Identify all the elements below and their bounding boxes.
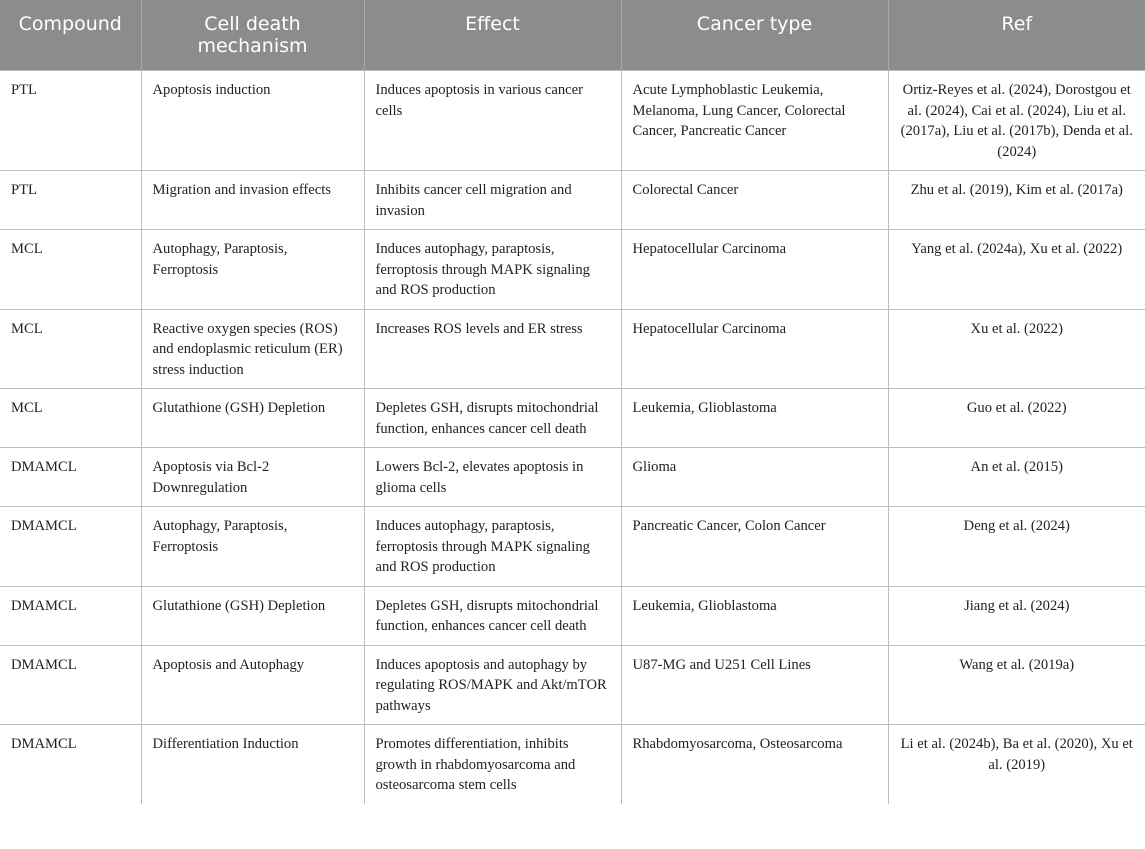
cell-cancer-type: Leukemia, Glioblastoma [621,586,888,645]
cell-effect: Induces autophagy, paraptosis, ferroptosis through MAPK signaling and ROS production [364,230,621,310]
cell-ref: Yang et al. (2024a), Xu et al. (2022) [888,230,1145,310]
cell-compound: MCL [0,230,141,310]
table-row [0,725,1145,804]
cell-compound: DMAMCL [0,725,141,804]
cell-mechanism: Autophagy, Paraptosis, Ferroptosis [141,230,364,310]
cell-cancer-type: Hepatocellular Carcinoma [621,230,888,310]
cell-cancer-type: Acute Lymphoblastic Leukemia, Melanoma, Lung Cancer, Colorectal Cancer, Pancreatic Cancer [621,71,888,171]
cell-compound: PTL [0,71,141,171]
cell-mechanism: Autophagy, Paraptosis, Ferroptosis [141,507,364,587]
cell-cancer-type: U87-MG and U251 Cell Lines [621,645,888,725]
cell-compound: DMAMCL [0,645,141,725]
cell-compound: DMAMCL [0,448,141,507]
cell-cancer-type: Leukemia, Glioblastoma [621,389,888,448]
header-ref: Ref [888,0,1145,71]
cell-mechanism: Apoptosis and Autophagy [141,645,364,725]
table-row [0,230,1145,310]
cell-ref: Xu et al. (2022) [888,309,1145,389]
cell-compound: PTL [0,171,141,230]
cell-mechanism: Apoptosis via Bcl-2 Downregulation [141,448,364,507]
header-cancer-type: Cancer type [621,0,888,71]
table-row [0,171,1145,230]
cell-effect: Lowers Bcl-2, elevates apoptosis in glioma cells [364,448,621,507]
cell-effect: Induces apoptosis and autophagy by regulating ROS/MAPK and Akt/mTOR pathways [364,645,621,725]
cell-cancer-type: Colorectal Cancer [621,171,888,230]
cell-cancer-type: Hepatocellular Carcinoma [621,309,888,389]
cell-effect: Depletes GSH, disrupts mitochondrial function, enhances cancer cell death [364,586,621,645]
cell-effect: Increases ROS levels and ER stress [364,309,621,389]
cell-compound: DMAMCL [0,507,141,587]
cell-ref: Zhu et al. (2019), Kim et al. (2017a) [888,171,1145,230]
cell-mechanism: Differentiation Induction [141,725,364,804]
table-row [0,507,1145,587]
table-row [0,645,1145,725]
cell-ref: Ortiz-Reyes et al. (2024), Dorostgou et al. (2024), Cai et al. (2024), Liu et al. (2017a), Liu et al. (2017b), Denda et al. (2024) [888,71,1145,171]
cell-effect: Induces apoptosis in various cancer cells [364,71,621,171]
table-row [0,586,1145,645]
table-row [0,389,1145,448]
cell-ref: An et al. (2015) [888,448,1145,507]
header-cell-death-mechanism: Cell death mechanism [141,0,364,71]
cell-effect: Depletes GSH, disrupts mitochondrial function, enhances cancer cell death [364,389,621,448]
cell-ref: Deng et al. (2024) [888,507,1145,587]
cell-compound: MCL [0,389,141,448]
cell-ref: Jiang et al. (2024) [888,586,1145,645]
table-row [0,448,1145,507]
table-header [0,0,1145,71]
cell-mechanism: Migration and invasion effects [141,171,364,230]
cell-ref: Li et al. (2024b), Ba et al. (2020), Xu et al. (2019) [888,725,1145,804]
cell-effect: Induces autophagy, paraptosis, ferroptosis through MAPK signaling and ROS production [364,507,621,587]
cell-effect: Promotes differentiation, inhibits growth in rhabdomyosarcoma and osteosarcoma stem cells [364,725,621,804]
table-body [0,71,1145,804]
table-row [0,309,1145,389]
cell-compound: DMAMCL [0,586,141,645]
header-effect: Effect [364,0,621,71]
cell-ref: Wang et al. (2019a) [888,645,1145,725]
header-compound: Compound [0,0,141,71]
cell-mechanism: Reactive oxygen species (ROS) and endoplasmic reticulum (ER) stress induction [141,309,364,389]
header-row [0,0,1145,71]
cell-mechanism: Apoptosis induction [141,71,364,171]
cell-ref: Guo et al. (2022) [888,389,1145,448]
cell-mechanism: Glutathione (GSH) Depletion [141,389,364,448]
cell-mechanism: Glutathione (GSH) Depletion [141,586,364,645]
table-row [0,71,1145,171]
cell-cancer-type: Glioma [621,448,888,507]
cell-compound: MCL [0,309,141,389]
cell-effect: Inhibits cancer cell migration and invasion [364,171,621,230]
cell-cancer-type: Rhabdomyosarcoma, Osteosarcoma [621,725,888,804]
cell-cancer-type: Pancreatic Cancer, Colon Cancer [621,507,888,587]
